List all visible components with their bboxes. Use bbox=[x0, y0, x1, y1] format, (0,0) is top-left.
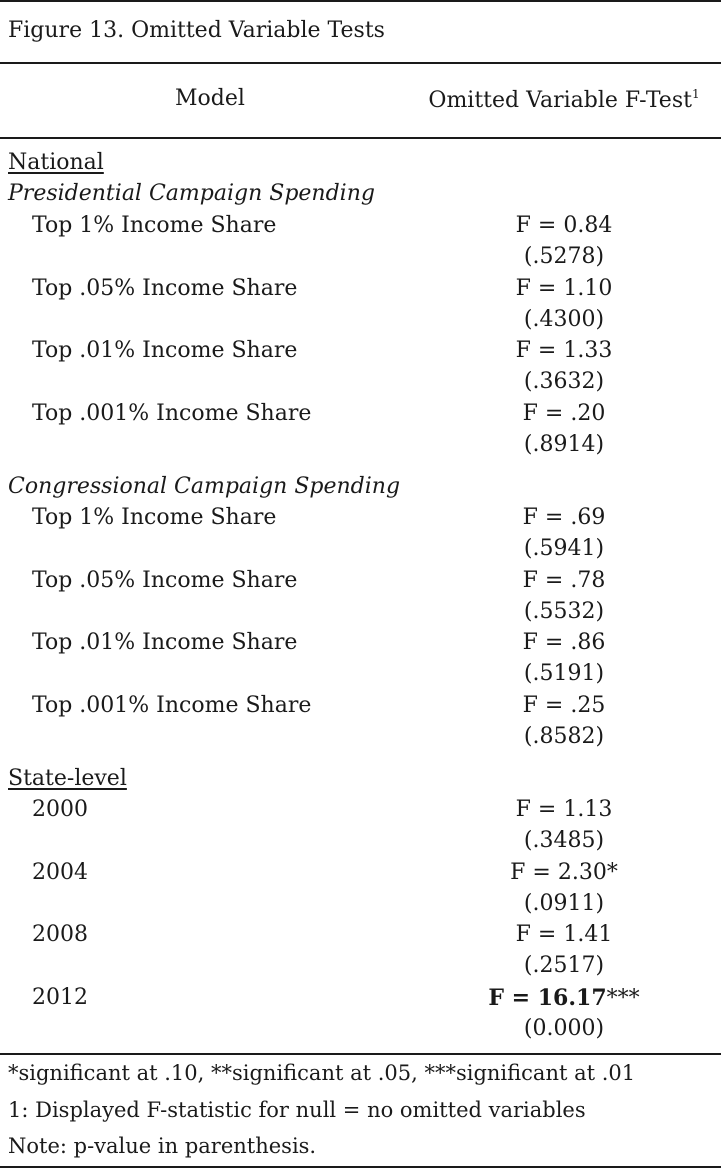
table-row-label: Top .01% Income Share bbox=[32, 338, 298, 363]
table-row-f: F = 1.10 bbox=[515, 276, 613, 301]
table-row-label: Top .05% Income Share bbox=[32, 568, 298, 593]
table-row-p: (.3632) bbox=[523, 369, 605, 394]
table-row-p: (.4300) bbox=[523, 307, 605, 332]
table-row-label: Top 1% Income Share bbox=[32, 505, 277, 530]
footnote-significance: *significant at .10, **significant at .05, ***significant at .01 bbox=[8, 1061, 636, 1085]
column-header-model: Model bbox=[175, 86, 245, 111]
table-row-f: F = .86 bbox=[522, 630, 606, 655]
table-row-label: 2012 bbox=[32, 985, 88, 1010]
table-row-p: (.5532) bbox=[523, 599, 605, 624]
table-row-label: Top .001% Income Share bbox=[32, 693, 312, 718]
table-row-label: Top .05% Income Share bbox=[32, 276, 298, 301]
table-row-label: 2004 bbox=[32, 860, 88, 885]
table-row-f: F = 1.41 bbox=[515, 922, 613, 947]
table-row-f: F = 2.30* bbox=[510, 860, 618, 885]
table-row-p: (.5191) bbox=[523, 661, 605, 686]
significance-stars: *** bbox=[606, 986, 640, 1011]
table-row-p: (.2517) bbox=[523, 953, 605, 978]
table-row-f: F = .20 bbox=[522, 401, 606, 426]
table-row-p: (.3485) bbox=[523, 828, 605, 853]
table-row-label: Top 1% Income Share bbox=[32, 213, 277, 238]
column-header-ftest bbox=[426, 88, 702, 112]
section-state-level: State-level bbox=[8, 766, 127, 791]
footnote-note: Note: p-value in parenthesis. bbox=[8, 1134, 317, 1158]
table-row-label: Top .001% Income Share bbox=[32, 401, 312, 426]
bottom-rule bbox=[0, 1166, 721, 1168]
table-row-f: F = 1.13 bbox=[515, 797, 613, 822]
table-row-f: F = .78 bbox=[522, 568, 606, 593]
table-row-p: (.5278) bbox=[523, 244, 605, 269]
table-row-p: (.8582) bbox=[523, 724, 605, 749]
table-row-f: F = 1.33 bbox=[515, 338, 613, 363]
table-row-f-significant bbox=[426, 987, 702, 1010]
table-row-f: F = .69 bbox=[522, 505, 606, 530]
header-rule bbox=[0, 137, 721, 139]
table-row-p: (.8914) bbox=[523, 432, 605, 457]
table-row-f: F = .25 bbox=[522, 693, 606, 718]
top-rule bbox=[0, 0, 721, 2]
table-row-p: (.5941) bbox=[523, 536, 605, 561]
subsection-presidential: Presidential Campaign Spending bbox=[8, 181, 375, 206]
table-row-label: 2008 bbox=[32, 922, 88, 947]
subsection-congressional: Congressional Campaign Spending bbox=[8, 474, 401, 499]
title-rule bbox=[0, 62, 721, 64]
table-row-label: 2000 bbox=[32, 797, 88, 822]
table-row-label: Top .01% Income Share bbox=[32, 630, 298, 655]
table-title: Figure 13. Omitted Variable Tests bbox=[8, 18, 385, 43]
table-row-p: (.0911) bbox=[523, 891, 605, 916]
footnote-1: 1: Displayed F-statistic for null = no omitted variables bbox=[8, 1098, 586, 1122]
column-header-ftest-label: Omitted Variable F-Test bbox=[428, 88, 692, 113]
table-row-f: F = 0.84 bbox=[515, 213, 613, 238]
footnote-marker: 1 bbox=[691, 87, 700, 101]
body-bottom-rule bbox=[0, 1053, 721, 1055]
section-national: National bbox=[8, 150, 104, 175]
table-row-p: (0.000) bbox=[523, 1016, 605, 1041]
f-statistic-bold: F = 16.17 bbox=[488, 985, 607, 1011]
